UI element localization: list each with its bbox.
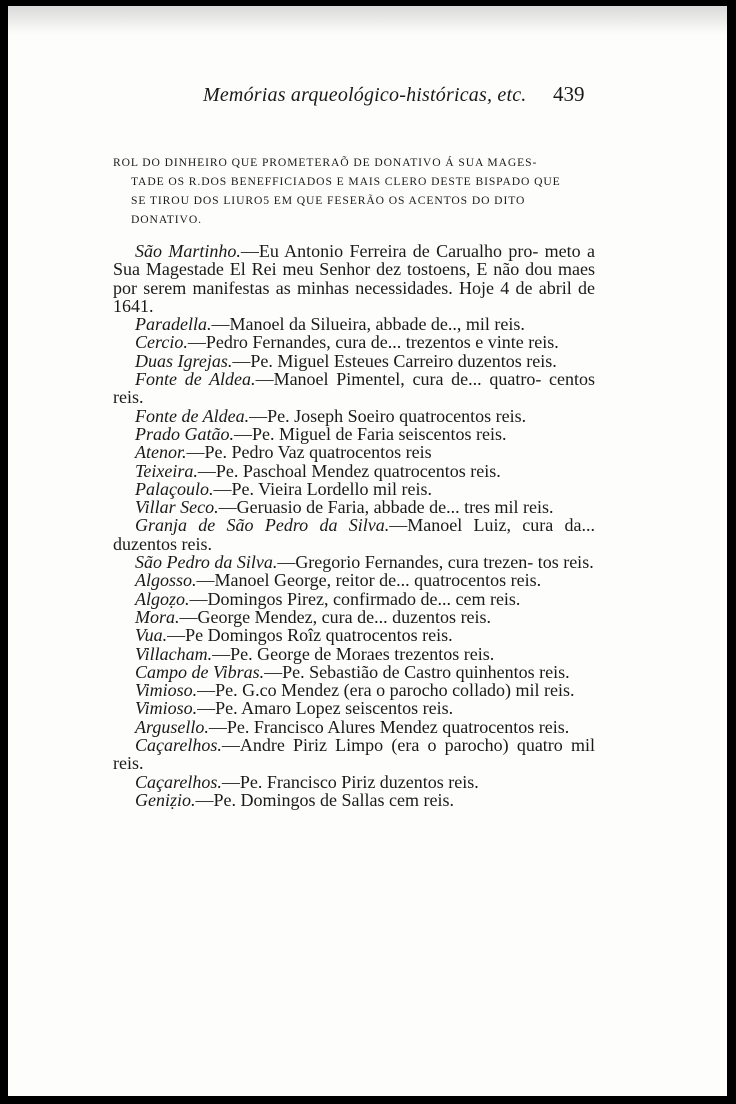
entry <box>113 718 595 736</box>
entry-text: —Pe. Pedro Vaz quatrocentos reis <box>186 442 432 463</box>
entry <box>113 553 595 571</box>
heading-line-3: SE TIROU DOS LIURO5 EM QUE FESERÃO OS ACENTOS DO DITO <box>131 194 526 207</box>
entry <box>113 645 595 663</box>
entry-place: Duas Igrejas. <box>135 350 233 371</box>
entry <box>113 590 595 608</box>
entry-place: Algosso. <box>135 570 197 591</box>
entry-text: —Gregorio Fernandes, cura trezen- tos reis. <box>277 552 594 573</box>
entry-place: Teixeira. <box>135 460 198 481</box>
entry <box>113 462 595 480</box>
entry <box>113 370 595 407</box>
entry-place: Paradella. <box>135 314 212 335</box>
entry-place: Vimioso. <box>135 698 198 719</box>
entry-text: —Manoel Luiz, cura da... duzentos reis. <box>113 515 595 554</box>
entry-place: Vua. <box>135 625 168 646</box>
entry <box>113 480 595 498</box>
entry-text: —George Mendez, cura de... duzentos reis. <box>179 606 492 627</box>
entry <box>113 516 595 553</box>
entry-text: —Manoel George, reitor de... quatrocentos reis. <box>196 570 542 591</box>
entry-text: —Pe. Miguel Esteues Carreiro duzentos reis. <box>232 350 557 371</box>
entry-place: Campo de Vibras. <box>135 661 265 682</box>
entry-place: Granja de São Pedro da Silva. <box>135 515 390 536</box>
entry-text: —Pe Domingos Roîz quatrocentos reis. <box>167 625 453 646</box>
entry <box>113 736 595 773</box>
entry-text: —Eu Antonio Ferreira de Carualho pro- meto a Sua Magestade El Rei meu Senhor dez tostoens, E não dou maes por serem manifestas as minhas necessidades. Hoje 4 de abril de 1641. <box>113 241 595 316</box>
heading-line-4: DONATIVO. <box>131 213 202 226</box>
entry <box>113 699 595 717</box>
entry <box>113 663 595 681</box>
running-title: Memórias arqueológico-históricas, etc. <box>203 84 527 106</box>
entry-text: —Manoel Pimentel, cura de... quatro- centos reis. <box>113 369 596 408</box>
entry <box>113 443 595 461</box>
entry-text: —Pe. Sebastião de Castro quinhentos reis. <box>264 661 570 682</box>
entry-place: Mora. <box>135 606 180 627</box>
entry-place: Fonte de Aldea. <box>135 369 256 390</box>
entry <box>113 681 595 699</box>
entry <box>113 498 595 516</box>
entry <box>113 571 595 589</box>
entry-place: Geniẓio. <box>135 789 196 810</box>
heading-line-1: ROL DO DINHEIRO QUE PROMETERAÕ DE DONATIVO Á SUA MAGES- <box>113 156 538 169</box>
entry-text: —Pe. Vieira Lordello mil reis. <box>213 478 433 499</box>
entry-text: —Pe. George de Moraes trezentos reis. <box>212 643 495 664</box>
heading-line-2: TADE OS R.DOS BENEFFICIADOS E MAIS CLERO DESTE BISPADO QUE <box>131 175 561 188</box>
entry-text: —Manoel da Silueira, abbade de.., mil reis. <box>211 314 525 335</box>
entry-text: —Pe. Paschoal Mendez quatrocentos reis. <box>197 460 501 481</box>
entry-text: —Pe. G.co Mendez (era o parocho collado) mil reis. <box>197 680 575 701</box>
entry-text: —Pe. Domingos de Sallas cem reis. <box>195 789 454 810</box>
entry-place: Fonte de Aldea. <box>135 405 250 426</box>
entry <box>113 407 595 425</box>
entry-place: São Pedro da Silva. <box>135 552 278 573</box>
entry-place: Algoẓo. <box>135 588 190 609</box>
entry <box>113 242 595 315</box>
entry-text: —Geruasio de Faria, abbade de... tres mil reis. <box>218 497 554 518</box>
entry <box>113 425 595 443</box>
entry-place: São Martinho. <box>135 241 241 261</box>
entry <box>113 315 595 333</box>
entry-text: —Andre Piriz Limpo (era o parocho) quatro mil reis. <box>113 735 595 774</box>
entry-place: Prado Gatão. <box>135 423 234 444</box>
entry-place: Argusello. <box>135 716 209 737</box>
entry <box>113 333 595 351</box>
entry-place: Caçarelhos. <box>135 771 222 792</box>
entry-place: Villar Seco. <box>135 497 219 518</box>
section-heading <box>113 153 595 229</box>
entry <box>113 626 595 644</box>
entry-text: —Domingos Pirez, confirmado de... cem reis. <box>189 588 521 609</box>
entry-place: Caçarelhos. <box>135 735 222 756</box>
entry <box>113 608 595 626</box>
entry <box>113 791 595 809</box>
entry-text: —Pedro Fernandes, cura de... trezentos e vinte reis. <box>187 332 559 353</box>
entry-place: Vimioso. <box>135 680 198 701</box>
entry-list <box>113 242 595 809</box>
entry-place: Villacham. <box>135 643 213 664</box>
entry <box>113 773 595 791</box>
entry-text: —Pe. Francisco Piriz duzentos reis. <box>221 771 479 792</box>
page-number: 439 <box>553 82 585 106</box>
entry-text: —Pe. Francisco Alures Mendez quatrocentos reis. <box>208 716 570 737</box>
entry <box>113 352 595 370</box>
entry-place: Cercio. <box>135 332 188 353</box>
entry-place: Atenor. <box>135 442 187 463</box>
entry-text: —Pe. Miguel de Faria seiscentos reis. <box>234 423 507 444</box>
book-page <box>8 6 727 1096</box>
entry-text: —Pe. Amaro Lopez seiscentos reis. <box>197 698 454 719</box>
entry-place: Palaçoulo. <box>135 478 214 499</box>
entry-text: —Pe. Joseph Soeiro quatrocentos reis. <box>249 405 527 426</box>
